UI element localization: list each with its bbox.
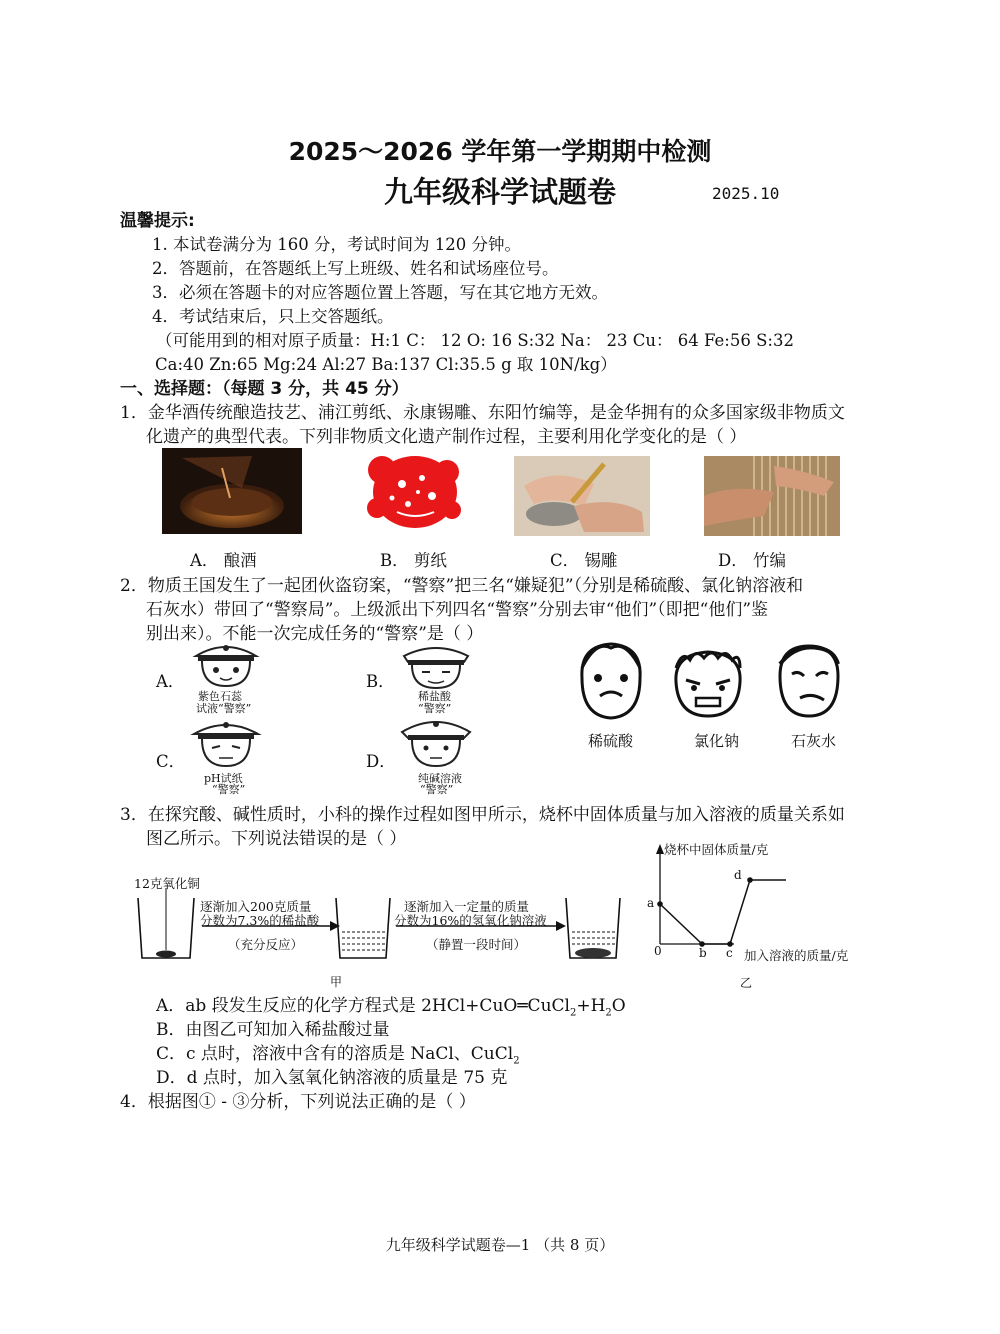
yi-xlabel: 加入溶液的质量/克 xyxy=(744,948,849,963)
q3-option-a-text: O xyxy=(611,996,626,1016)
tip-item: 3．必须在答题卡的对应答题位置上答题，写在其它地方无效。 xyxy=(152,283,608,302)
q1-option-d[interactable]: D． 竹编 xyxy=(718,551,786,570)
police-a-caption1: 紫色石蕊 xyxy=(198,690,242,703)
subscript: 2 xyxy=(569,1007,577,1019)
q3-option-c-text: C．c 点时，溶液中含有的溶质是 NaCl、CuCl xyxy=(156,1044,514,1064)
police-c-face-icon xyxy=(186,716,266,770)
question-3-line1: 3．在探究酸、碱性质时，小科的操作过程如图甲所示，烧杯中固体质量与加入溶液的质量关系如 xyxy=(120,805,845,825)
police-d-caption2: “警察” xyxy=(420,783,454,796)
jia-arrow1-bottom: （充分反应） xyxy=(228,937,304,952)
q3-option-a-text: A．ab 段发生反应的化学方程式是 2HCl+CuO═CuCl xyxy=(156,996,570,1016)
suspect-face-icon xyxy=(774,640,844,720)
bamboo-weaving-photo xyxy=(704,456,840,536)
question-4-line1: 4．根据图① - ③分析，下列说法正确的是（ ） xyxy=(120,1092,476,1112)
police-c-caption1: pH试纸 xyxy=(204,772,243,785)
question-2-line3: 别出来）。不能一次完成任务的“警察”是（ ） xyxy=(146,624,484,644)
jia-cuo-label: 12克氧化铜 xyxy=(134,876,200,891)
suspect-label-3: 石灰水 xyxy=(791,732,837,750)
yi-origin: 0 xyxy=(654,944,662,958)
yi-caption: 乙 xyxy=(740,976,753,990)
exam-title-line1: 2025～2026 学年第一学期期中检测 xyxy=(288,137,712,166)
suspect-face-icon xyxy=(576,638,646,722)
q2-option-c[interactable]: C． xyxy=(156,752,186,771)
police-b-caption2: “警察” xyxy=(418,702,452,715)
jia-arrow2-top2: 分数为16%的氢氧化钠溶液 xyxy=(394,913,547,928)
jia-caption: 甲 xyxy=(330,975,343,989)
police-b-caption1: 稀盐酸 xyxy=(418,690,451,703)
tip-item: 1. 本试卷满分为 160 分，考试时间为 120 分钟。 xyxy=(152,235,521,254)
question-2-line1: 2．物质王国发生了一起团伙盗窃案，“警察”把三名“嫌疑犯”（分别是稀硫酸、氯化钠溶液和 xyxy=(120,576,804,596)
police-b-face-icon xyxy=(396,640,476,690)
police-c-caption2: “警察” xyxy=(212,783,246,796)
yi-ylabel: 烧杯中固体质量/克 xyxy=(664,842,769,857)
q1-option-c[interactable]: C． 锡雕 xyxy=(550,551,618,570)
tin-carving-photo xyxy=(514,456,650,536)
subscript: 2 xyxy=(513,1055,520,1067)
wine-brewing-photo xyxy=(162,448,302,534)
suspect-label-2: 氯化钠 xyxy=(694,732,740,750)
jia-arrow1-top2: 分数为7.3%的稀盐酸 xyxy=(200,913,320,928)
exam-title-line2: 九年级科学试题卷 xyxy=(383,175,616,209)
q3-option-b[interactable]: B．由图乙可知加入稀盐酸过量 xyxy=(156,1020,390,1040)
yi-point-d: d xyxy=(734,868,742,882)
exam-date: 2025.10 xyxy=(712,184,780,203)
tip-item: 2．答题前，在答题纸上写上班级、姓名和试场座位号。 xyxy=(152,259,559,278)
jia-arrow2-top1: 逐渐加入一定量的质量 xyxy=(404,899,530,914)
atomic-mass-line1: （可能用到的相对原子质量：H:1 C： 12 O: 16 S:32 Na： 23 Cu： 64 Fe:56 S:32 xyxy=(156,331,794,350)
jia-arrow2-bottom: （静置一段时间） xyxy=(426,937,527,952)
question-1-line2: 化遗产的典型代表。下列非物质文化遗产制作过程，主要利用化学变化的是（ ） xyxy=(146,427,747,447)
atomic-mass-line2: Ca:40 Zn:65 Mg:24 Al:27 Ba:137 Cl:35.5 g 取 10N/kg） xyxy=(155,355,617,374)
suspect-label-1: 稀硫酸 xyxy=(588,732,634,750)
q1-option-a[interactable]: A． 酿酒 xyxy=(190,551,257,570)
yi-point-a: a xyxy=(647,896,655,910)
subscript: 2 xyxy=(605,1007,612,1019)
q2-option-a[interactable]: A． xyxy=(156,672,185,691)
tips-heading: 温馨提示: xyxy=(120,211,195,231)
q3-option-d[interactable]: D．d 点时，加入氢氧化钠溶液的质量是 75 克 xyxy=(156,1068,508,1088)
police-d-face-icon xyxy=(394,712,478,770)
question-3-line2: 图乙所示。下列说法错误的是（ ） xyxy=(146,829,407,849)
q2-option-d[interactable]: D． xyxy=(366,752,396,771)
paper-cutting-photo xyxy=(352,448,478,534)
tip-item: 4．考试结束后，只上交答题纸。 xyxy=(152,307,394,326)
question-2-line2: 石灰水）带回了“警察局”。上级派出下列四名“警察”分别去审“他们”（即把“他们”鉴 xyxy=(146,600,769,620)
police-d-caption1: 纯碱溶液 xyxy=(418,772,462,785)
question-1-line1: 1．金华酒传统酿造技艺、浦江剪纸、永康锡雕、东阳竹编等，是金华拥有的众多国家级非物质文 xyxy=(120,403,845,423)
section-heading: 一、选择题：（每题 3 分，共 45 分） xyxy=(120,379,409,399)
jia-arrow1-top1: 逐渐加入200克质量 xyxy=(200,899,312,914)
q1-option-b[interactable]: B． 剪纸 xyxy=(380,551,447,570)
yi-point-b: b xyxy=(699,946,707,960)
police-a-caption2: 试液“警察” xyxy=(196,702,252,715)
suspect-face-icon xyxy=(668,646,748,720)
q2-option-b[interactable]: B． xyxy=(366,672,395,691)
page-footer: 九年级科学试题卷—1 （共 8 页） xyxy=(385,1236,615,1254)
police-a-face-icon xyxy=(186,638,266,688)
q3-option-a-text: +H xyxy=(576,996,606,1016)
yi-point-c: c xyxy=(726,946,733,960)
